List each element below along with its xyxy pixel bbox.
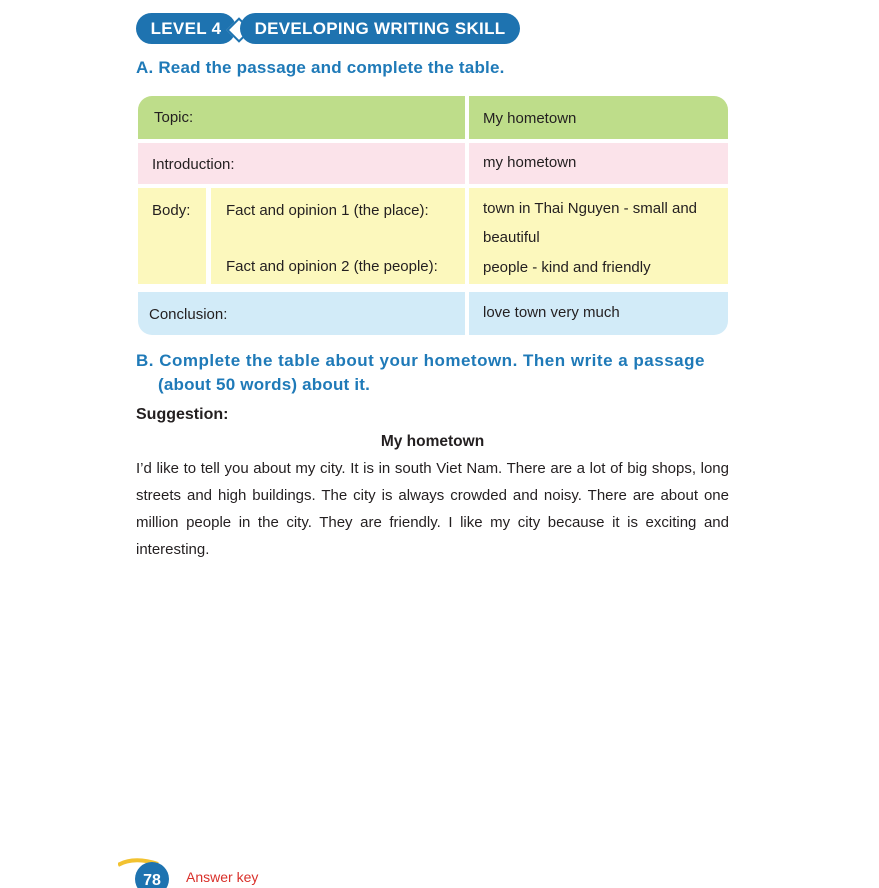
section-b-heading-line1: B. Complete the table about your hometown. Then write a passage: [136, 351, 705, 370]
body-label-cell: [138, 188, 206, 284]
conclusion-label: Conclusion:: [149, 306, 228, 323]
table-row-introduction: [138, 143, 728, 184]
answer-key-label: Answer key: [186, 869, 259, 885]
topic-label-cell: [138, 96, 465, 139]
passage-title: My hometown: [380, 433, 485, 450]
page-number-badge: [118, 858, 178, 888]
intro-label-cell: [138, 143, 465, 184]
skill-title-badge: DEVELOPING WRITING SKILL: [240, 13, 520, 44]
intro-value-cell: [469, 143, 728, 184]
topic-label: Topic:: [154, 109, 194, 126]
table-row-body: [138, 188, 728, 284]
section-b-heading: [136, 349, 731, 397]
section-b-heading-line2: (about 50 words) about it.: [158, 375, 371, 394]
fact1-value-line1: town in Thai Nguyen - small and: [483, 200, 697, 217]
page-number: 78: [143, 872, 161, 888]
conclusion-value-cell: [469, 292, 728, 335]
table-row-topic: [138, 96, 728, 139]
intro-label: Introduction:: [152, 156, 235, 173]
section-a-heading: A. Read the passage and complete the table.: [136, 58, 505, 77]
conclusion-value: love town very much: [483, 304, 620, 321]
table-row-conclusion: [138, 292, 728, 335]
topic-value-cell: [469, 96, 728, 139]
body-facts-cell: [211, 188, 465, 284]
passage-text: I’d like to tell you about my city. It is in south Viet Nam. There are a lot of big shops, long streets and high buildings. The city is always crowded and noisy. There are about one million people in the city. They are friendly. I like my city because it is exciting and interesting.: [136, 460, 729, 558]
level-header: [136, 13, 536, 44]
fact1-label: Fact and opinion 1 (the place):: [226, 202, 429, 219]
suggestion-label: Suggestion:: [136, 406, 229, 423]
fact2-value: people - kind and friendly: [483, 259, 651, 276]
level-badge: LEVEL 4: [136, 13, 236, 44]
fact2-label: Fact and opinion 2 (the people):: [226, 258, 438, 275]
body-values-cell: [469, 188, 728, 284]
fact1-value-line2: beautiful: [483, 229, 540, 246]
body-label: Body:: [152, 202, 191, 219]
conclusion-label-cell: [138, 292, 465, 335]
topic-value: My hometown: [483, 110, 577, 127]
intro-value: my hometown: [483, 154, 577, 171]
